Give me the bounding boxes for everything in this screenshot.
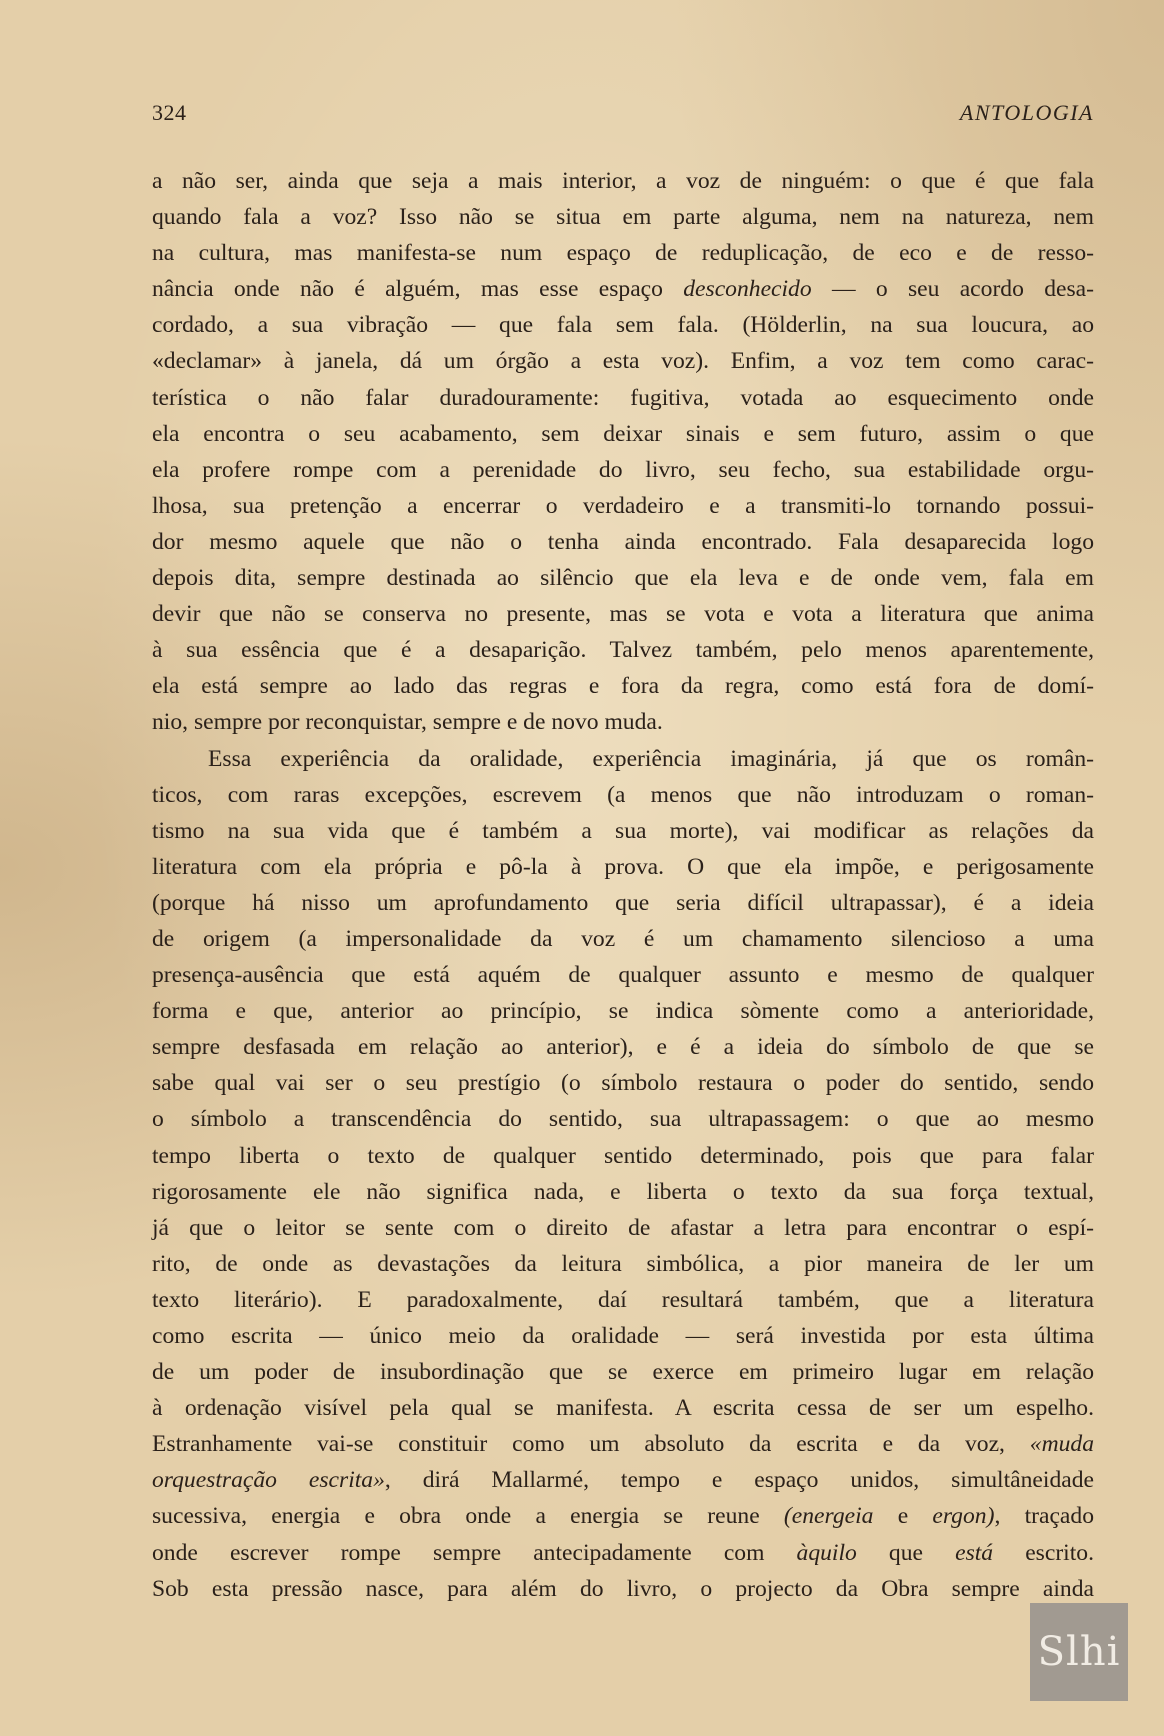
text-run: Estranhamente vai-se constituir como um absoluto da escrita e da voz,: [152, 1431, 1030, 1458]
italic-text: «muda: [1029, 1431, 1094, 1458]
text-run: quando fala a voz? Isso não se situa em parte alguma, nem na natureza, nem: [152, 204, 1094, 231]
italic-text: àquilo: [796, 1539, 857, 1566]
text-line: [152, 777, 1094, 813]
text-line: [152, 1282, 1094, 1318]
text-run: nância onde não é alguém, mas esse espaço: [152, 276, 684, 303]
text-run: tempo liberta o texto de qualquer sentido determinado, pois que para falar: [152, 1142, 1094, 1169]
text-run: o símbolo a transcendência do sentido, sua ultrapassagem: o que ao mesmo: [152, 1106, 1094, 1133]
text-run: de origem (a impersonalidade da voz é um chamamento silencioso a uma: [152, 925, 1094, 952]
text-run: rigorosamente ele não significa nada, e liberta o texto da sua força textual,: [152, 1178, 1094, 1205]
text-line: [152, 741, 1094, 777]
text-run: forma e que, anterior ao princípio, se indica sòmente como a anterioridade,: [152, 998, 1094, 1025]
text-line: [152, 921, 1094, 957]
text-line: [152, 1065, 1094, 1101]
text-line: [152, 416, 1094, 452]
text-run: — o seu acordo desa-: [811, 276, 1094, 303]
text-line: [152, 488, 1094, 524]
text-run: , dirá Mallarmé, tempo e espaço unidos, simultâneidade: [384, 1467, 1094, 1494]
text-line: [152, 1426, 1094, 1462]
text-line: [152, 1210, 1094, 1246]
italic-text: está: [955, 1539, 994, 1566]
text-line: [152, 596, 1094, 632]
text-run: como escrita — único meio da oralidade — será investida por esta última: [152, 1323, 1094, 1349]
text-run: sucessiva, energia e obra onde a energia se reune: [152, 1503, 784, 1530]
italic-text: (energeia: [783, 1503, 874, 1530]
italic-text: desconhecido: [683, 276, 812, 303]
text-run: rito, de onde as devastações da leitura simbólica, a pior maneira de ler um: [152, 1250, 1094, 1277]
text-run: terística o não falar duradouramente: fugitiva, votada ao esquecimento onde: [152, 384, 1094, 411]
text-line: [152, 307, 1094, 343]
page-number: 324: [152, 100, 187, 125]
text-run: devir que não se conserva no presente, mas se vota e vota a literatura que anima: [152, 601, 1094, 628]
text-run: de um poder de insubordinação que se exerce em primeiro lugar em relação: [152, 1359, 1094, 1386]
text-line: [152, 560, 1094, 596]
text-run: ela profere rompe com a perenidade do livro, seu fecho, sua estabilidade orgu-: [152, 456, 1094, 483]
text-run: dor mesmo aquele que não o tenha ainda encontrado. Fala desaparecida logo: [152, 528, 1094, 555]
text-line: [152, 271, 1094, 307]
body-text: [152, 163, 1094, 1607]
text-line: [152, 1462, 1094, 1498]
library-stamp-logo: [1030, 1603, 1128, 1701]
text-run: cordado, a sua vibração — que fala sem fala. (Hölderlin, na sua loucura, ao: [152, 312, 1094, 339]
text-line: [152, 632, 1094, 668]
text-line: [152, 380, 1094, 416]
text-line: [152, 1535, 1094, 1571]
italic-text: ergon): [932, 1503, 995, 1530]
text-line: [152, 668, 1094, 704]
text-line: [152, 704, 1094, 740]
text-run: a não ser, ainda que seja a mais interior, a voz de ninguém: o que é que fala: [152, 168, 1094, 194]
text-run: ticos, com raras excepções, escrevem (a menos que não introduzam o roman-: [152, 781, 1094, 808]
text-line: [152, 849, 1094, 885]
text-run: e: [873, 1503, 933, 1530]
text-run: ela está sempre ao lado das regras e fora da regra, como está fora de domí-: [152, 673, 1094, 700]
text-line: [152, 957, 1094, 993]
text-run: que: [856, 1539, 956, 1566]
text-line: [152, 1101, 1094, 1137]
text-run: escrito.: [993, 1539, 1094, 1566]
text-line: [152, 813, 1094, 849]
text-run: literatura com ela própria e pô-la à prova. O que ela impõe, e perigosamente: [152, 853, 1094, 880]
text-line: [152, 163, 1094, 199]
text-run: Sob esta pressão nasce, para além do livro, o projecto da Obra sempre ainda: [152, 1575, 1094, 1602]
book-title: ANTOLOGIA: [959, 100, 1094, 125]
text-run: sabe qual vai ser o seu prestígio (o símbolo restaura o poder do sentido, sendo: [152, 1070, 1094, 1097]
text-line: [152, 452, 1094, 488]
text-line: [152, 199, 1094, 235]
text-line: [152, 1498, 1094, 1534]
text-line: [152, 1390, 1094, 1426]
text-line: [152, 993, 1094, 1029]
text-line: [152, 524, 1094, 560]
text-line: [152, 1138, 1094, 1174]
text-run: na cultura, mas manifesta-se num espaço de reduplicação, de eco e de resso-: [152, 240, 1094, 267]
text-run: ela encontra o seu acabamento, sem deixar sinais e sem futuro, assim o que: [152, 420, 1094, 447]
text-run: (porque há nisso um aprofundamento que seria difícil ultrapassar), é a ideia: [152, 889, 1094, 916]
running-head: [152, 100, 1094, 134]
text-line: [152, 1571, 1094, 1607]
text-run: tismo na sua vida que é também a sua morte), vai modificar as relações da: [152, 817, 1094, 844]
text-run: depois dita, sempre destinada ao silêncio que ela leva e de onde vem, fala em: [152, 565, 1094, 592]
text-run: onde escrever rompe sempre antecipadamente com: [152, 1539, 797, 1566]
text-run: à sua essência que é a desaparição. Talvez também, pelo menos aparentemente,: [152, 637, 1094, 664]
text-line: [152, 1354, 1094, 1390]
text-run: presença-ausência que está aquém de qualquer assunto e mesmo de qualquer: [152, 962, 1094, 989]
stamp-label: Slhi: [1037, 1629, 1121, 1675]
text-line: [152, 235, 1094, 271]
text-line: [152, 1029, 1094, 1065]
text-line: [152, 1318, 1094, 1354]
text-line: [152, 1246, 1094, 1282]
text-run: lhosa, sua pretenção a encerrar o verdadeiro e a transmiti-lo tornando possui-: [152, 492, 1094, 519]
text-run: já que o leitor se sente com o direito de afastar a letra para encontrar o espí-: [152, 1214, 1094, 1241]
italic-text: orquestração escrita»: [152, 1467, 385, 1494]
text-line: [152, 343, 1094, 379]
text-line: [152, 885, 1094, 921]
text-run: nio, sempre por reconquistar, sempre e de novo muda.: [152, 709, 663, 736]
text-line: [152, 1174, 1094, 1210]
text-run: sempre desfasada em relação ao anterior), e é a ideia do símbolo de que se: [152, 1034, 1094, 1061]
text-run: Essa experiência da oralidade, experiência imaginária, já que os român-: [208, 745, 1094, 772]
text-run: , traçado: [994, 1503, 1094, 1530]
text-run: texto literário). E paradoxalmente, daí resultará também, que a literatura: [152, 1286, 1094, 1313]
text-run: à ordenação visível pela qual se manifesta. A escrita cessa de ser um espelho.: [152, 1395, 1094, 1422]
text-run: «declamar» à janela, dá um órgão a esta voz). Enfim, a voz tem como carac-: [152, 348, 1094, 375]
